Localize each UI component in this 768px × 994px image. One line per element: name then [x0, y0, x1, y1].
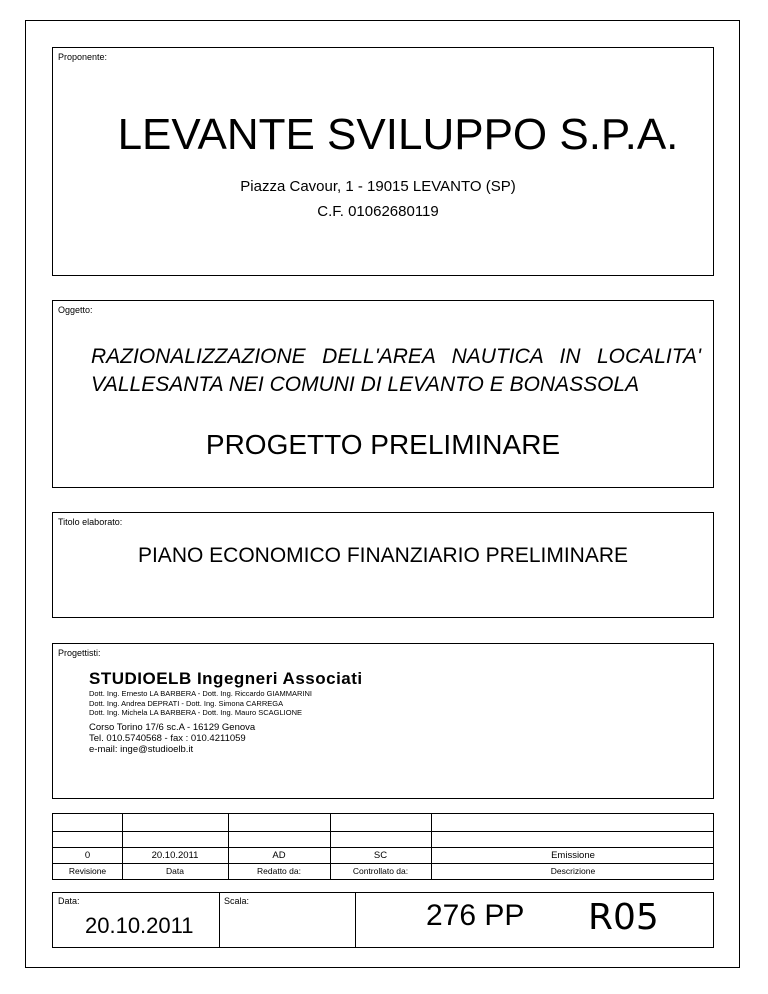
scala-label: Scala:: [224, 896, 250, 906]
contact-email: e-mail: inge@studioelb.it: [89, 744, 194, 755]
document-code: 276 PP: [426, 899, 525, 932]
oggetto-label: Oggetto:: [58, 305, 93, 315]
header-revisione: Revisione: [68, 866, 107, 876]
titolo-label: Titolo elaborato:: [58, 517, 123, 527]
oggetto-box: [52, 300, 714, 488]
studio-logo: STUDIOELB Ingegneri Associati: [89, 669, 363, 688]
header-redatto: Redatto da:: [257, 866, 301, 876]
progetto-title: PROGETTO PRELIMINARE: [205, 429, 561, 460]
progettisti-label: Progettisti:: [58, 648, 101, 658]
data-label: Data:: [58, 896, 80, 906]
rev-author: AD: [272, 850, 286, 861]
proponente-label: Proponente:: [58, 52, 108, 62]
contact-phone: Tel. 010.5740568 - fax : 010.4211059: [89, 733, 246, 744]
company-name: LEVANTE SVILUPPO S.P.A.: [117, 110, 679, 159]
header-controllato: Controllato da:: [352, 866, 409, 876]
titolo-text: PIANO ECONOMICO FINANZIARIO PRELIMINARE: [137, 544, 629, 567]
company-address: Piazza Cavour, 1 - 19015 LEVANTO (SP): [240, 178, 516, 195]
engineer-line: Dott. Ing. Andrea DEPRATI - Dott. Ing. Simona CARREGA: [89, 698, 284, 708]
header-descrizione: Descrizione: [550, 866, 596, 876]
footer-strip: [52, 892, 714, 948]
contact-address: Corso Torino 17/6 sc.A - 16129 Genova: [89, 722, 256, 733]
rev-checker: SC: [373, 850, 388, 861]
oggetto-line-1: RAZIONALIZZAZIONE DELL'AREA NAUTICA IN LOCALITA': [91, 345, 701, 368]
engineer-line: Dott. Ing. Michela LA BARBERA - Dott. Ing. Mauro SCAGLIONE: [89, 708, 303, 717]
oggetto-line-2: VALLESANTA NEI COMUNI DI LEVANTO E BONASSOLA: [91, 373, 640, 396]
rev-date: 20.10.2011: [151, 850, 199, 861]
rev-description: Emissione: [551, 850, 595, 861]
proponente-box: [52, 47, 714, 276]
oggetto-text: [91, 343, 701, 399]
engineers-list: [89, 689, 312, 718]
document-revision-code: R05: [588, 897, 659, 938]
company-cf: C.F. 01062680119: [317, 203, 439, 220]
header-data: Data: [166, 866, 184, 876]
data-value: 20.10.2011: [85, 913, 194, 938]
revision-table: [52, 813, 714, 880]
titolo-box: [52, 512, 714, 618]
engineer-line: Dott. Ing. Ernesto LA BARBERA - Dott. Ing. Riccardo GIAMMARINI: [89, 689, 312, 698]
rev-number: 0: [84, 850, 91, 861]
contact-info: [89, 722, 255, 755]
progettisti-box: [52, 643, 714, 799]
